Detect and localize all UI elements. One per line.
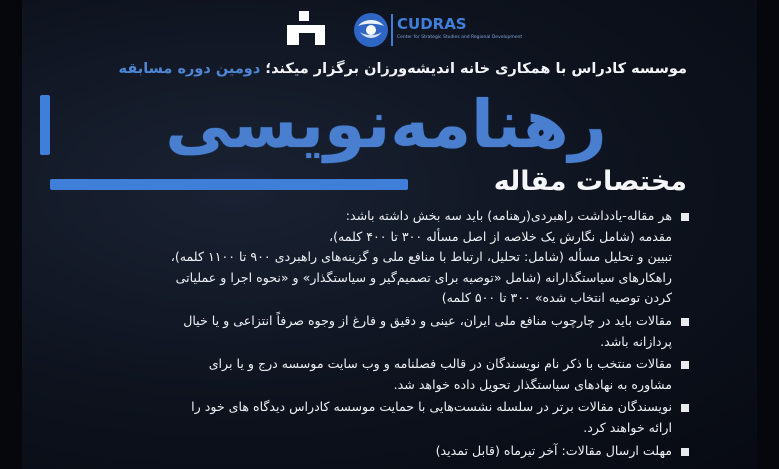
- item-line: مقدمه (شامل نگارش یک خلاصه از اصل مسأله ۳۰۰ تا ۴۰۰ کلمه)،: [329, 228, 672, 244]
- intro-line: [118, 61, 687, 77]
- page-title: رهنامه‌نویسی: [165, 86, 607, 163]
- item-line: تبیین و تحلیل مسأله (شامل: تحلیل، ارتباط با منافع ملی و گزینه‌های راهبردی ۹۰۰ تا ۱۱۰۰ کلمه)،: [170, 249, 672, 265]
- item-line: مهلت ارسال مقالات: آخر تیرماه (قابل تمدید): [435, 442, 672, 458]
- list-item: [52, 441, 692, 462]
- item-line: هر مقاله-یادداشت راهبردی(رهنامه) باید سه بخش داشته باشد:: [345, 208, 672, 223]
- list-item: [52, 206, 692, 309]
- list-item: [52, 354, 692, 395]
- subheading-bar: [50, 179, 408, 190]
- house-of-thinkers-logo: [285, 11, 327, 47]
- cudras-wordmark: CUDRAS: [397, 15, 467, 33]
- item-line: نویسندگان مقالات برتر در سلسله نشست‌هایی با حمایت موسسه کادراس دیدگاه های خود را: [191, 399, 672, 415]
- item-line: مقالات باید در چارچوب منافع ملی ایران، عینی و دقیق و فارغ از وجوه صرفاً انتزاعی و یا خیال: [183, 312, 672, 328]
- requirements-list: [52, 206, 692, 463]
- bullet-icon: [681, 318, 689, 326]
- bullet-icon: [681, 213, 689, 221]
- bullet-icon: [681, 448, 689, 456]
- item-line: ارائه خواهند کرد.: [583, 419, 672, 435]
- item-line: پردازانه باشد.: [600, 333, 672, 349]
- list-item: [52, 311, 692, 352]
- intro-accent: دومین دوره مسابقه: [118, 61, 261, 77]
- list-item: [52, 397, 692, 438]
- title-accent-bar: [40, 95, 50, 155]
- cudras-logo: [352, 10, 523, 50]
- item-line: مشاوره به نهادهای سیاستگذار تحویل داده خواهد شد.: [393, 376, 672, 392]
- cudras-subtitle: Center for Strategic Studies and Regional Development: [397, 35, 523, 40]
- item-line: کردن توصیه انتخاب شده» ۳۰۰ تا ۵۰۰ کلمه): [441, 290, 672, 306]
- intro-text: موسسه کادراس با همکاری خانه اندیشه‌ورزان برگزار میکند؛: [265, 61, 687, 77]
- right-border: [757, 0, 779, 469]
- subheading: مختصات مقاله: [493, 166, 687, 197]
- bullet-icon: [681, 361, 689, 369]
- bullet-icon: [681, 404, 689, 412]
- left-border: [0, 0, 22, 469]
- item-line: مقالات منتخب با ذکر نام نویسندگان در قالب فصلنامه و وب سایت موسسه درج و یا برای: [208, 356, 672, 372]
- item-line: راهکارهای سیاستگذارانه (شامل «توصیه برای تصمیم‌گیر و سیاستگذار» و «نحوه اجرا و عملیاتی: [175, 269, 672, 285]
